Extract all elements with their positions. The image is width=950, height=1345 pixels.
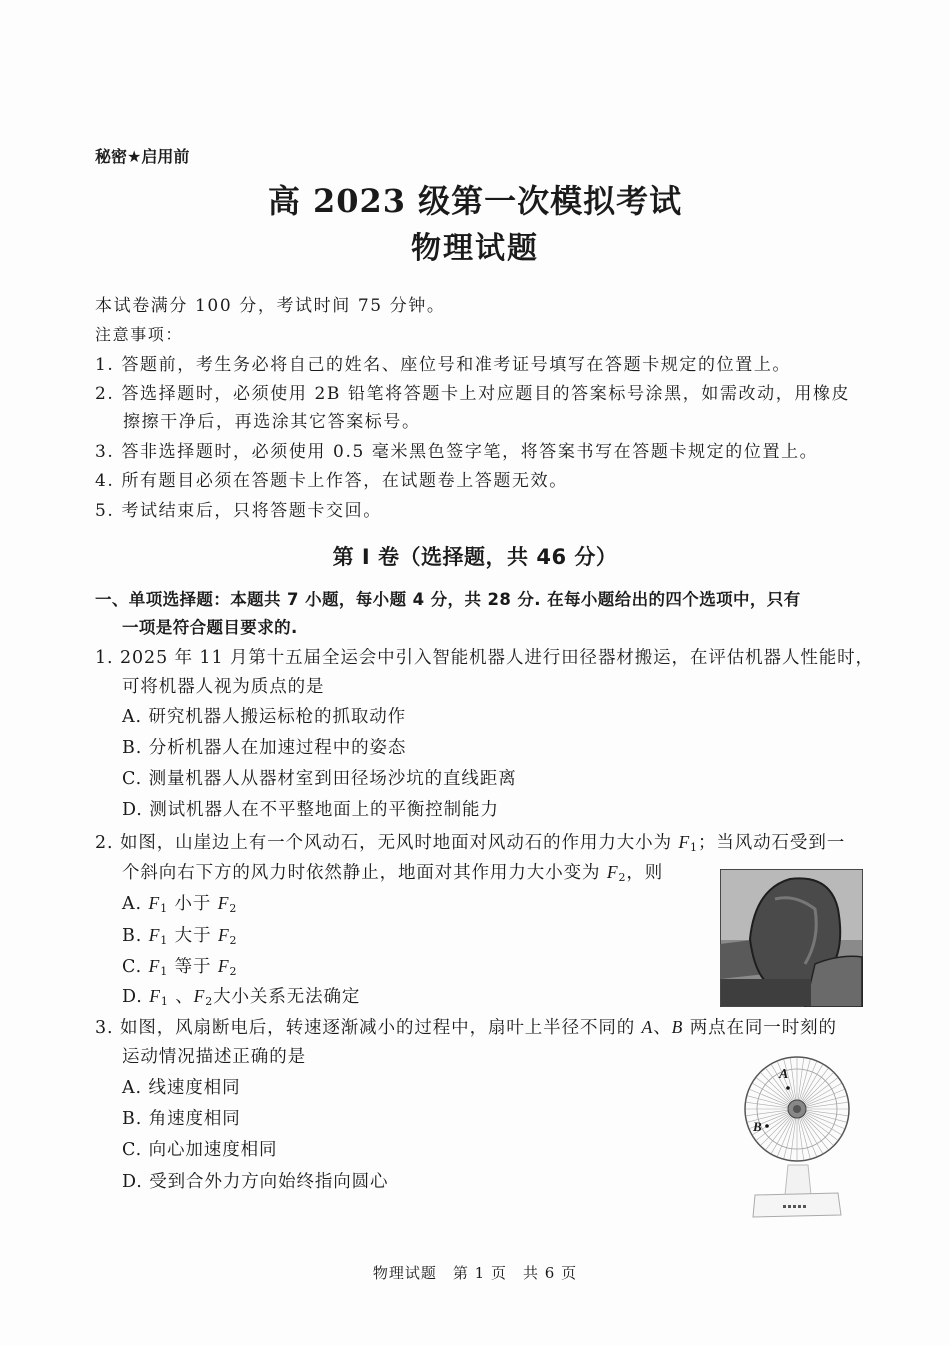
option-text: 受到合外力方向始终指向圆心 xyxy=(149,1172,389,1192)
question-stem xyxy=(95,831,845,859)
variable: F xyxy=(606,862,619,882)
section-title: 第 I 卷（选择题，共 46 分） xyxy=(332,545,618,569)
option-c xyxy=(122,955,237,983)
option-a xyxy=(122,706,406,728)
option-label: D. xyxy=(122,1172,143,1192)
subscript: 1 xyxy=(160,902,168,915)
note-number: 1. xyxy=(95,355,115,375)
option-b xyxy=(122,924,237,952)
option-label: D. xyxy=(122,987,143,1007)
variable: F xyxy=(148,956,161,976)
option-text: 线速度相同 xyxy=(148,1078,241,1098)
question-text: 如图，风扇断电后，转速逐渐减小的过程中，扇叶上半径不同的 xyxy=(119,1018,642,1038)
option-text: 角速度相同 xyxy=(148,1109,241,1129)
variable: F xyxy=(148,925,161,945)
option-text: 测量机器人从器材室到田径场沙坑的直线距离 xyxy=(148,769,517,789)
exam-subtitle: 物理试题 xyxy=(411,231,539,266)
part1-instructions: 一、单项选择题：本题共 7 小题，每小题 4 分，共 28 分. 在每小题给出的四个选项中，只有 xyxy=(95,590,801,609)
note-continuation: 擦擦干净后，再选涂其它答案标号。 xyxy=(123,412,421,432)
variable: B xyxy=(671,1017,684,1037)
option-label: B. xyxy=(122,738,143,758)
option-a xyxy=(122,1077,240,1099)
option-text: 大于 xyxy=(168,926,218,946)
option-text: 向心加速度相同 xyxy=(148,1140,278,1160)
option-text: 小于 xyxy=(167,894,218,914)
question-number: 2. xyxy=(95,833,114,853)
question-text: 两点在同一时刻的 xyxy=(683,1018,837,1038)
option-b xyxy=(122,1108,241,1130)
note-text: 答非选择题时，必须使用 0.5 毫米黑色签字笔，将答案书写在答题卡规定的位置上。 xyxy=(121,442,819,462)
subscript: 2 xyxy=(205,995,214,1008)
note-text: 所有题目必须在答题卡上作答，在试题卷上答题无效。 xyxy=(121,471,568,491)
option-label: A. xyxy=(122,894,143,914)
option-label: C. xyxy=(122,957,143,977)
question-text-cont: 可将机器人视为质点的是 xyxy=(122,677,325,697)
part1-instructions-cont: 一项是符合题目要求的. xyxy=(122,618,298,637)
option-label: C. xyxy=(122,1140,143,1160)
option-d xyxy=(122,1171,388,1193)
question-stem xyxy=(95,1016,837,1039)
notes-heading: 注意事项： xyxy=(95,325,184,344)
variable: A xyxy=(641,1017,654,1037)
note-text: 答选择题时，必须使用 2B 铅笔将答题卡上对应题目的答案标号涂黑，如需改动，用橡皮 xyxy=(121,384,851,404)
note-item xyxy=(95,500,382,522)
option-label: A. xyxy=(122,707,143,727)
note-number: 5. xyxy=(95,501,115,521)
option-d xyxy=(122,985,360,1013)
question-stem xyxy=(95,647,874,669)
question-text: 2025 年 11 月第十五届全运会中引入智能机器人进行田径器材搬运，在评估机器人性能时， xyxy=(119,648,874,668)
option-label: A. xyxy=(122,1078,143,1098)
confidential-label: 秘密★启用前 xyxy=(95,147,190,166)
question-text: ，则 xyxy=(626,863,664,883)
option-a xyxy=(122,892,237,920)
subscript: 2 xyxy=(618,871,627,884)
note-item xyxy=(95,383,850,405)
intro-text: 本试卷满分 100 分，考试时间 75 分钟。 xyxy=(95,296,446,316)
question-text-cont xyxy=(122,861,663,889)
fan-figure xyxy=(733,1055,863,1221)
variable: F xyxy=(217,925,230,945)
question-number: 1. xyxy=(95,648,114,668)
option-label: B. xyxy=(122,926,143,946)
subscript: 2 xyxy=(229,902,238,915)
note-text: 答题前，考生务必将自己的姓名、座位号和准考证号填写在答题卡规定的位置上。 xyxy=(121,355,792,375)
variable: F xyxy=(217,893,230,913)
subscript: 2 xyxy=(229,965,238,978)
option-text: 研究机器人搬运标枪的抓取动作 xyxy=(148,707,407,727)
note-text: 考试结束后，只将答题卡交回。 xyxy=(121,501,382,521)
option-text: 、 xyxy=(168,987,194,1007)
question-text: ；当风动石受到一 xyxy=(697,833,846,853)
option-text: 等于 xyxy=(168,957,218,977)
variable: F xyxy=(149,986,161,1006)
note-number: 4. xyxy=(95,471,115,491)
rock-photo-figure xyxy=(720,869,863,1007)
option-c xyxy=(122,768,517,790)
subscript: 2 xyxy=(229,934,238,947)
subscript: 1 xyxy=(160,965,169,978)
subscript: 1 xyxy=(160,995,169,1008)
option-c xyxy=(122,1139,277,1161)
option-label: B. xyxy=(122,1109,143,1129)
option-label: C. xyxy=(122,769,143,789)
option-label: D. xyxy=(122,800,143,820)
point-a-label: A xyxy=(779,1067,789,1082)
note-number: 3. xyxy=(95,442,115,462)
subscript: 1 xyxy=(690,841,698,854)
note-item xyxy=(95,354,791,376)
variable: F xyxy=(148,893,161,913)
separator: 、 xyxy=(653,1018,672,1038)
question-number: 3. xyxy=(95,1018,114,1038)
option-b xyxy=(122,737,406,759)
option-text: 分析机器人在加速过程中的姿态 xyxy=(148,738,407,758)
question-text-cont: 运动情况描述正确的是 xyxy=(122,1047,306,1067)
variable: F xyxy=(678,832,691,852)
subscript: 1 xyxy=(160,934,169,947)
note-item xyxy=(95,441,818,463)
question-text: 如图，山崖边上有一个风动石，无风时地面对风动石的作用力大小为 xyxy=(119,833,679,853)
option-d xyxy=(122,799,499,821)
option-text: 大小关系无法确定 xyxy=(213,987,361,1007)
option-text: 测试机器人在不平整地面上的平衡控制能力 xyxy=(149,800,499,820)
variable: F xyxy=(193,986,206,1006)
question-text: 个斜向右下方的风力时依然静止，地面对其作用力大小变为 xyxy=(122,863,607,883)
note-number: 2. xyxy=(95,384,115,404)
exam-title: 高 2023 级第一次模拟考试 xyxy=(267,182,683,220)
fan-drawing xyxy=(733,1055,863,1221)
note-item xyxy=(95,470,568,492)
variable: F xyxy=(217,956,230,976)
point-b-label: B xyxy=(753,1119,762,1134)
page-footer: 物理试题 第 1 页 共 6 页 xyxy=(372,1264,578,1282)
